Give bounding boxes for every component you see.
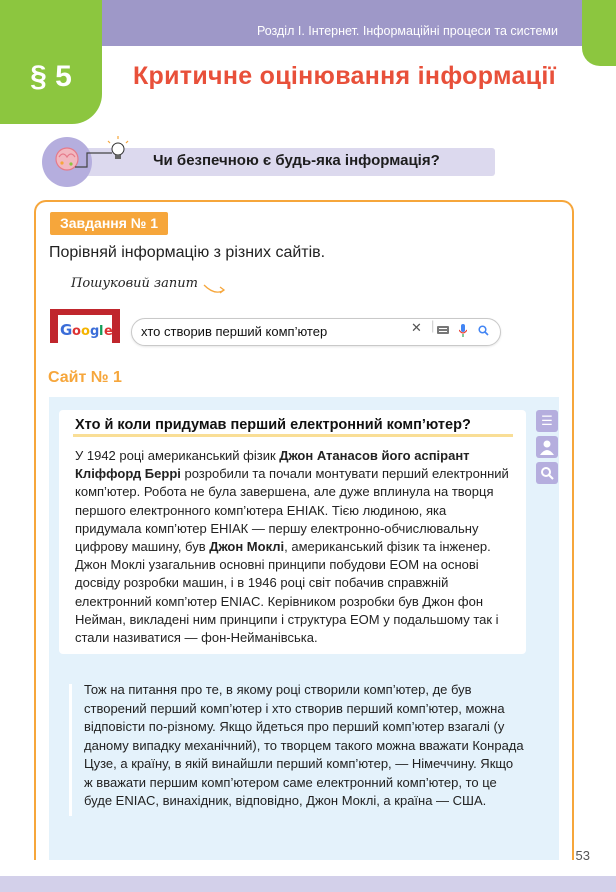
svg-text:G: G <box>60 321 73 339</box>
article-text: У 1942 році американський фізик <box>75 448 280 463</box>
brain-lightbulb-icon <box>42 137 92 187</box>
page-number: 53 <box>575 848 590 863</box>
site-label: Сайт № 1 <box>48 369 122 386</box>
svg-text:g: g <box>90 324 100 339</box>
article-body <box>75 447 515 647</box>
search-icon[interactable] <box>478 325 489 336</box>
quote-bar <box>69 684 72 816</box>
section-number: § 5 <box>30 60 72 93</box>
user-icon[interactable] <box>536 436 558 458</box>
search-query: хто створив перший комп’ютер <box>141 324 328 339</box>
divider: | <box>431 318 435 333</box>
svg-text:l: l <box>99 324 104 339</box>
question-text: Чи безпечною є будь-яка інформація? <box>153 152 440 169</box>
svg-text:o: o <box>72 324 81 339</box>
quote-text: Тож на питання про те, в якому році створили комп’ютер, де був створений перший комп’ютер і хто створив перший комп’ютер, можна відповісти по-різному. Якщо йдеться про перший комп’ютер взагалі (у даному випадку механічний), то творцем такого можна вважати Конрада Цузе, а країну, в якій винайшли перший комп’ютер, — Німеччину. Якщо ж вважати першим комп’ютером саме електронний комп’ютер, то це буде ENIAC, винахідник, відповідно, Джон Моклі, а країна — США. <box>84 682 524 808</box>
article-text: , американський фізик та інженер. Джон Моклі узагальнив основні принципи побудови ЕОМ на основі досвіду розробки машин, і в 1946 році світ побачив справжній електронний комп’ютер ENIAC. Керівником розробки був Джон фон Нейман, викладені ним принципи і структура ЕОМ у подальшому так і стали називатися — фон-Нейманівська. <box>75 539 499 646</box>
microphone-icon[interactable] <box>459 324 467 337</box>
title-highlight <box>73 434 513 437</box>
magnifier-icon[interactable] <box>536 462 558 484</box>
task-label: Завдання № 1 <box>50 212 168 235</box>
page-title: Критичне оцінювання інформації <box>133 62 556 90</box>
svg-text:o: o <box>81 324 90 339</box>
corner-decoration <box>582 0 616 66</box>
keyboard-icon[interactable] <box>437 326 449 334</box>
google-logo <box>50 309 120 343</box>
bottom-band <box>0 876 616 892</box>
query-label: Пошуковий запит <box>71 276 198 291</box>
arrow-icon <box>203 282 227 296</box>
article-bold: Джон Атанасов його аспірант Кліффорд Беррі <box>75 448 470 482</box>
svg-text:e: e <box>104 324 113 339</box>
article-title: Хто й коли придумав перший електронний комп’ютер? <box>75 417 471 433</box>
article-bold: Джон Моклі <box>209 539 285 555</box>
menu-icon[interactable]: ☰ <box>536 410 558 432</box>
section-path: Розділ І. Інтернет. Інформаційні процеси та системи <box>256 24 558 38</box>
clear-icon[interactable]: ✕ <box>411 320 422 335</box>
article-text: розробили та почали монтувати перший електронний комп’ютер. Робота не була завершена, але дуже вплинула на творця першого електронного комп’ютера ЕНІАК. Тією людиною, яка придумала комп’ютер ЕНІАК — першу електронно-обчислювальну цифрову машину, був <box>75 466 509 555</box>
task-instruction: Порівняй інформацію з різних сайтів. <box>49 244 326 261</box>
